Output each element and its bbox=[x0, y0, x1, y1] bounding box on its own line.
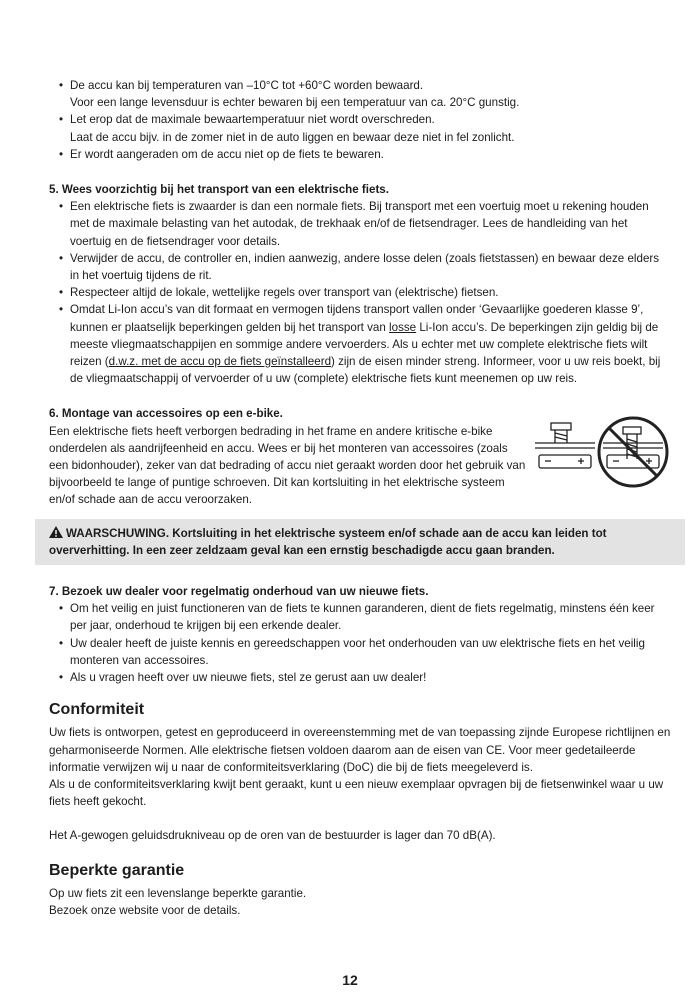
warning-box bbox=[35, 519, 685, 565]
list-item: • Respecteer altijd de lokale, wettelijke regels over transport van (elektrische) fietsen. bbox=[49, 284, 671, 301]
list-item: • Er wordt aangeraden om de accu niet op de fiets te bewaren. bbox=[49, 146, 671, 163]
section-heading: 7. Bezoek uw dealer voor regelmatig onderhoud van uw nieuwe fiets. bbox=[49, 585, 429, 599]
section-accessories bbox=[49, 405, 671, 508]
warning-text: Kortsluiting in het elektrische systeem en/of schade aan de accu kan leiden tot oververhitting. In een zeer zeldzaam geval kan een ernstig beschadigde accu gaan branden. bbox=[49, 526, 607, 557]
section-dealer bbox=[49, 583, 671, 686]
warranty-text: Op uw fiets zit een levenslange beperkte garantie. bbox=[49, 886, 307, 900]
conformity-paragraph: Als u de conformiteitsverklaring kwijt bent geraakt, kunt u een nieuw exemplaar opvragen bij de fietsenwinkel waar u uw fiets heeft gekocht. bbox=[49, 777, 664, 809]
warning-icon bbox=[49, 526, 63, 538]
list-item: • Verwijder de accu, de controller en, indien aanwezig, andere losse delen (zoals fietstassen) en bewaar deze elders in het voertuig tijdens de rit. bbox=[49, 250, 671, 284]
section-transport bbox=[49, 181, 671, 387]
page-number: 12 bbox=[342, 972, 358, 988]
storage-bullets bbox=[49, 77, 671, 163]
list-item: • Omdat Li-Ion accu’s van dit formaat en vermogen tijdens transport vallen onder ‘Gevaarlijke goederen klasse 9’, kunnen er plaatselijk beperkingen gelden bij het transport van losse Li-Ion accu’s. De beperkingen zijn geldig bij de meeste vliegmaatschappijen en sommige andere vervoerders. Als u echter met uw complete elektrische fiets wilt reizen (d.w.z. met de accu op de fiets geïnstalleerd) zijn de eisen minder streng. Informeer, voor u uw reis boekt, bij de vliegmaatschappij of vervoerder of u uw (complete) elektrische fiets kunt meenemen op uw reis. bbox=[49, 301, 671, 387]
section-heading: 6. Montage van accessoires op een e-bike. bbox=[49, 407, 283, 421]
list-item: • Een elektrische fiets is zwaarder is dan een normale fiets. Bij transport met een voertuig moet u rekening houden met de maximale belasting van het autodak, de trekhaak en/of de fietsendrager. Lees de handleiding van het voertuig en de fietsendrager voor details. bbox=[49, 198, 671, 250]
conformity-paragraph: Uw fiets is ontworpen, getest en geproduceerd in overeenstemming met de van toepassing zijnde Europese richtlijnen en geharmoniseerde Normen. Alle elektrische fietsen voldoen daarom aan de eisen van CE. Voor meer gedetaileerde informatie verwijzen wij u naar de conformiteitsverklaring (DoC) die bij de fiets meegeleverd is. bbox=[49, 726, 671, 774]
warranty-text: Bezoek onze website voor de details. bbox=[49, 903, 241, 917]
list-item: • Als u vragen heeft over uw nieuwe fiets, stel ze gerust aan uw dealer! bbox=[49, 669, 671, 686]
screw-illustration bbox=[533, 415, 671, 489]
list-item: • De accu kan bij temperaturen van –10°C tot +60°C worden bewaard. Voor een lange levensduur is echter bewaren bij een temperatuur van ca. 20°C gunstig. bbox=[49, 77, 671, 111]
list-item: • Om het veilig en juist functioneren van de fiets te kunnen garanderen, dient de fiets regelmatig, minstens één keer per jaar, onderhoud te krijgen bij een erkende dealer. bbox=[49, 600, 671, 634]
page-content bbox=[49, 77, 671, 919]
section-heading: 5. Wees voorzichtig bij het transport van een elektrische fiets. bbox=[49, 183, 389, 197]
list-item: • Uw dealer heeft de juiste kennis en gereedschappen voor het onderhouden van uw elektrische fiets en het veilig monteren van accessoires. bbox=[49, 635, 671, 669]
conformity-title: Conformiteit bbox=[49, 701, 145, 719]
warning-label: WAARSCHUWING. bbox=[66, 526, 170, 540]
warranty-title: Beperkte garantie bbox=[49, 861, 185, 879]
list-item: • Let erop dat de maximale bewaartemperatuur niet wordt overschreden. Laat de accu bijv. in de zomer niet in de auto liggen en bewaar deze niet in fel zonlicht. bbox=[49, 111, 671, 145]
noise-level-text: Het A-gewogen geluidsdrukniveau op de oren van de bestuurder is lager dan 70 dB(A). bbox=[49, 829, 496, 843]
section-text: Een elektrische fiets heeft verborgen bedrading in het frame en andere kritische e-bike onderdelen als aandrijfeenheid en accu. Wees er bij het monteren van accessoires (zoals een bidonhouder), zeker van dat bedrading of accu niet geraakt worden door het gebruik van bijvoorbeeld te lange of puntige schroeven. Dit kan kortsluiting in het elektrische systeem en/of schade aan de accu veroorzaken. bbox=[49, 424, 526, 507]
